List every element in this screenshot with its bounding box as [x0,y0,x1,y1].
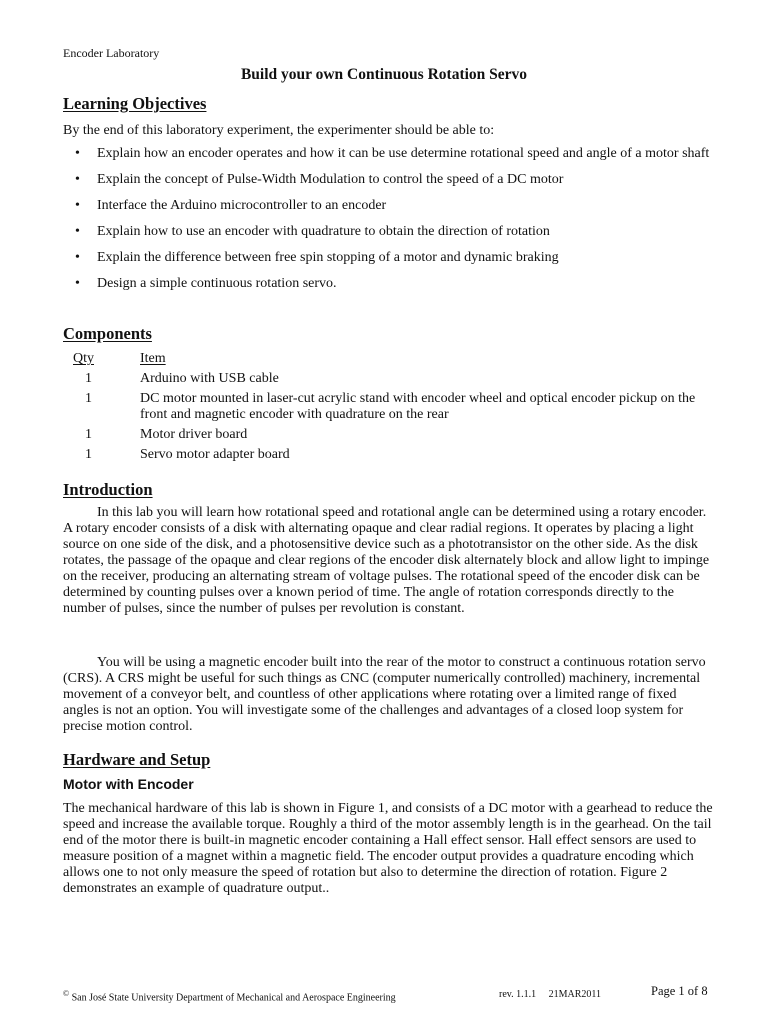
revision-date: 21MAR2011 [548,989,602,1000]
list-item [63,146,715,162]
bullet-icon: • [75,276,80,291]
table-row [63,391,713,427]
learning-objectives-heading: Learning Objectives [63,94,207,113]
footer-revision [499,989,601,1000]
components-table [63,351,713,467]
qty-cell: 1 [85,447,92,462]
bullet-icon: • [75,250,80,265]
list-item [63,198,715,214]
objective-text: Explain the concept of Pulse-Width Modulation to control the speed of a DC motor [97,172,564,187]
qty-cell: 1 [85,427,92,442]
page-number: Page 1 of 8 [651,984,708,998]
item-cell: DC motor mounted in laser-cut acrylic stand with encoder wheel and optical encoder pickup on the front and magnetic encoder with quadrature on the rear [140,391,696,422]
table-row [63,427,713,447]
footer-institution: San José State University Department of Mechanical and Aerospace Engineering [71,992,396,1004]
revision-text: rev. 1.1.1 [499,989,537,1000]
item-cell: Arduino with USB cable [140,371,279,386]
item-column-header: Item [140,351,166,366]
running-head: Encoder Laboratory [63,46,160,60]
objectives-list [63,146,715,302]
qty-cell: 1 [85,371,92,386]
table-header-row [63,351,713,371]
objective-text: Explain the difference between free spin stopping of a motor and dynamic braking [97,250,559,265]
introduction-paragraph-1: In this lab you will learn how rotational speed and rotational angle can be determined using a rotary encoder. A rotary encoder consists of a disk with alternating opaque and clear radial regions. It operates by placing a light source on one side of the disk, and a photosensitive device such as a phototransistor on the other side. As the disk rotates, the passage of the opaque and clear regions of the encoder disk alternately block and allow light to impinge on the receiver, producing an alternating stream of voltage pulses. The rotational speed of the encoder disk can be determined by counting pulses over a known period of time. The angle of rotation corresponds directly to the number of pulses, since the number of pulses per revolution is constant. [63,505,710,616]
objective-text: Design a simple continuous rotation servo. [97,276,337,291]
objective-text: Explain how to use an encoder with quadrature to obtain the direction of rotation [97,224,550,239]
introduction-heading: Introduction [63,480,153,499]
table-row [63,447,713,467]
components-heading: Components [63,324,152,343]
introduction-paragraph-2: You will be using a magnetic encoder built into the rear of the motor to construct a continuous rotation servo (CRS). A CRS might be useful for such things as CNC (computer numerically controlled) machinery, incremental movement of a conveyor belt, and countless of other applications where rotating over a limited range of fixed angles is not an option. You will investigate some of the challenges and advantages of a closed loop system for precise motion control. [63,655,706,734]
bullet-icon: • [75,198,80,213]
bullet-icon: • [75,224,80,239]
objective-text: Explain how an encoder operates and how it can be use determine rotational speed and angle of a motor shaft [97,146,710,161]
document-title: Build your own Continuous Rotation Servo [240,66,528,83]
hardware-paragraph: The mechanical hardware of this lab is shown in Figure 1, and consists of a DC motor with a gearhead to reduce the speed and increase the available torque. Roughly a third of the motor assembly length is in the gearhead. On the tail end of the motor there is built-in magnetic encoder containing a Hall effect sensor. Hall effect sensors are used to measure position of a magnet within a magnetic field. The encoder output provides a quadrature encoding which allows one to not only measure the speed of rotation but also to determine the direction of rotation. Figure 2 demonstrates an example of quadrature output.. [63,801,713,896]
list-item [63,250,715,266]
hardware-setup-heading: Hardware and Setup [63,750,211,769]
copyright-mark: © [63,989,70,998]
list-item [63,276,715,292]
objective-text: Interface the Arduino microcontroller to an encoder [97,198,387,213]
bullet-icon: • [75,146,80,161]
objectives-intro: By the end of this laboratory experiment, the experimenter should be able to: [63,123,495,138]
table-row [63,371,713,391]
motor-encoder-subheading: Motor with Encoder [63,776,194,792]
list-item [63,172,715,188]
footer-copyright [63,989,396,1003]
item-cell: Motor driver board [140,427,248,442]
item-cell: Servo motor adapter board [140,447,290,462]
bullet-icon: • [75,172,80,187]
list-item [63,224,715,240]
qty-cell: 1 [85,391,92,406]
qty-column-header: Qty [73,351,94,366]
